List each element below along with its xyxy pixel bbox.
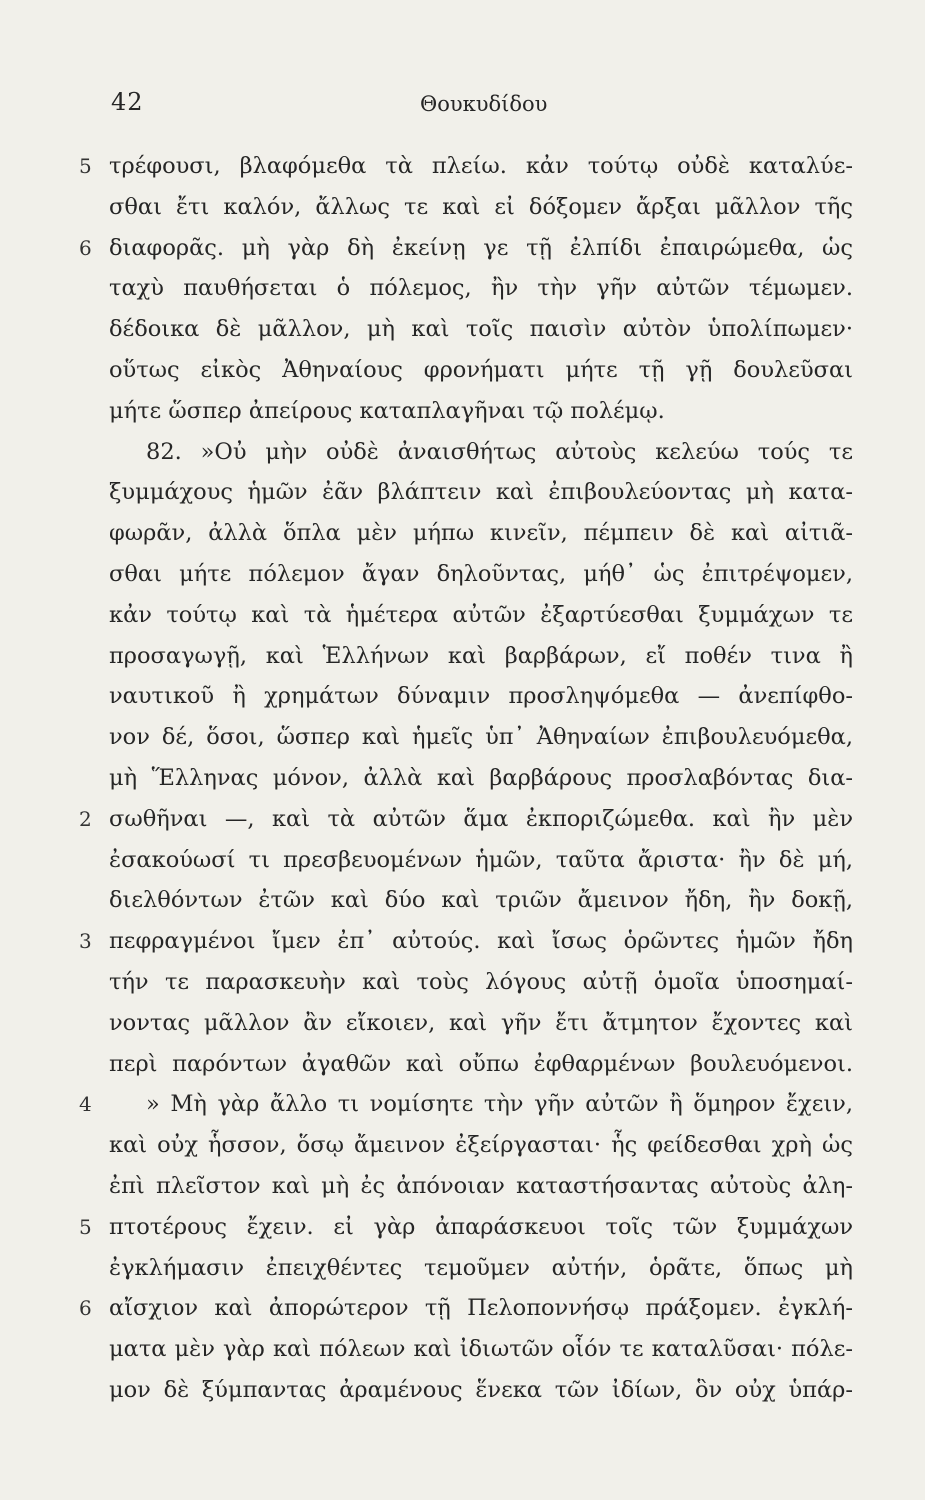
line-text: ναυτικοῦ ἢ χρημάτων δύναμιν προσληψόμεθα — ἀνεπίφθο- xyxy=(109,683,853,710)
line-text: σθαι ἔτι καλόν, ἄλλως τε καὶ εἰ δόξομεν ἄρξαι μᾶλλον τῆς xyxy=(109,193,853,220)
text-line xyxy=(0,1166,925,1207)
text-line xyxy=(0,432,925,473)
line-text: » Μὴ γὰρ ἄλλο τι νομίσητε τὴν γῆν αὐτῶν ἢ ὅμηρον ἔχειν, xyxy=(146,1091,853,1118)
line-text: ἐπὶ πλεῖστον καὶ μὴ ἐς ἀπόνοιαν καταστήσαντας αὐτοὺς ἀλη- xyxy=(109,1172,853,1199)
margin-section-number: 3 xyxy=(79,929,92,954)
page-header xyxy=(0,88,925,128)
margin-section-number: 2 xyxy=(79,806,92,831)
text-line xyxy=(0,350,925,391)
margin-section-number: 4 xyxy=(79,1092,92,1117)
text-line xyxy=(0,799,925,840)
text-line xyxy=(0,513,925,554)
text-line xyxy=(0,309,925,350)
text-line xyxy=(0,595,925,636)
line-text: πτοτέρους ἔχειν. εἰ γὰρ ἀπαράσκευοι τοῖς τῶν ξυμμάχων xyxy=(109,1213,853,1240)
text-line xyxy=(0,1207,925,1248)
text-line xyxy=(0,1084,925,1125)
text-line xyxy=(0,1248,925,1289)
text-line xyxy=(0,636,925,677)
line-text: οὕτως εἰκὸς Ἀθηναίους φρονήματι μήτε τῇ γῇ δουλεῦσαι xyxy=(109,356,853,383)
line-text: νον δέ, ὅσοι, ὥσπερ καὶ ἡμεῖς ὑπ᾽ Ἀθηναίων ἐπιβουλευόμεθα, xyxy=(109,724,853,751)
line-text: σθαι μήτε πόλεμον ἄγαν δηλοῦντας, μήθ᾽ ὡς ἐπιτρέψομεν, xyxy=(109,560,853,587)
running-title: Θουκυδίδου xyxy=(420,92,548,116)
line-text: πεφραγμένοι ἴμεν ἐπ᾽ αὐτούς. καὶ ἴσως ὁρῶντες ἡμῶν ἤδη xyxy=(109,928,853,955)
line-text: τρέφουσι, βλαφόμεθα τὰ πλείω. κἀν τούτῳ οὐδὲ καταλύε- xyxy=(109,153,853,179)
margin-section-number: 6 xyxy=(79,1296,92,1321)
text-line xyxy=(0,880,925,921)
text-line xyxy=(0,391,925,432)
text-line xyxy=(0,758,925,799)
text-line xyxy=(0,1125,925,1166)
text-body xyxy=(0,146,925,1411)
line-text: ξυμμάχους ἡμῶν ἐᾶν βλάπτειν καὶ ἐπιβουλεύοντας μὴ κατα- xyxy=(109,479,853,506)
line-text: μον δὲ ξύμπαντας ἀραμένους ἕνεκα τῶν ἰδίων, ὃν οὐχ ὑπάρ- xyxy=(109,1376,853,1403)
page-number: 42 xyxy=(111,88,144,116)
line-text: ματα μὲν γὰρ καὶ πόλεων καὶ ἰδιωτῶν οἷόν τε καταλῦσαι· πόλε- xyxy=(109,1336,853,1363)
line-text: ἐγκλήμασιν ἐπειχθέντες τεμοῦμεν αὐτήν, ὁρᾶτε, ὅπως μὴ xyxy=(109,1254,853,1281)
text-line xyxy=(0,1329,925,1370)
line-text: τήν τε παρασκευὴν καὶ τοὺς λόγους αὐτῇ ὁμοῖα ὑποσημαί- xyxy=(109,968,853,995)
text-line xyxy=(0,146,925,187)
margin-section-number: 6 xyxy=(79,235,92,260)
line-text: νοντας μᾶλλον ἂν εἴκοιεν, καὶ γῆν ἔτι ἄτμητον ἔχοντες καὶ xyxy=(109,1009,853,1036)
line-text: καὶ οὐχ ἧσσον, ὅσῳ ἄμεινον ἐξείργασται· ἧς φείδεσθαι χρὴ ὡς xyxy=(109,1132,853,1159)
line-text: αἴσχιον καὶ ἀπορώτερον τῇ Πελοποννήσῳ πράξομεν. ἐγκλή- xyxy=(109,1295,853,1322)
text-line xyxy=(0,962,925,1003)
line-text: διαφορᾶς. μὴ γὰρ δὴ ἐκείνῃ γε τῇ ἐλπίδι ἐπαιρώμεθα, ὡς xyxy=(109,234,853,261)
text-line xyxy=(0,268,925,309)
margin-section-number: 5 xyxy=(79,154,92,178)
line-text: διελθόντων ἐτῶν καὶ δύο καὶ τριῶν ἄμεινον ἤδη, ἢν δοκῇ, xyxy=(109,887,853,914)
text-line xyxy=(0,1003,925,1044)
text-line xyxy=(0,1044,925,1085)
line-text: μήτε ὥσπερ ἀπείρους καταπλαγῆναι τῷ πολέμῳ. xyxy=(109,397,665,424)
line-text: ταχὺ παυθήσεται ὁ πόλεμος, ἢν τὴν γῆν αὐτῶν τέμωμεν. xyxy=(109,275,853,302)
text-line xyxy=(0,472,925,513)
margin-section-number: 5 xyxy=(79,1214,92,1239)
text-line xyxy=(0,676,925,717)
line-text: κἀν τούτῳ καὶ τὰ ἡμέτερα αὐτῶν ἐξαρτύεσθαι ξυμμάχων τε xyxy=(109,601,853,628)
text-line xyxy=(0,717,925,758)
line-text: 82. »Οὐ μὴν οὐδὲ ἀναισθήτως αὐτοὺς κελεύω τούς τε xyxy=(146,438,853,465)
line-text: μὴ Ἕλληνας μόνον, ἀλλὰ καὶ βαρβάρους προσλαβόντας δια- xyxy=(109,764,853,791)
text-line xyxy=(0,187,925,228)
text-line xyxy=(0,921,925,962)
text-line xyxy=(0,228,925,269)
text-line xyxy=(0,840,925,881)
line-text: σωθῆναι —, καὶ τὰ αὐτῶν ἅμα ἐκποριζώμεθα. καὶ ἢν μὲν xyxy=(109,805,853,832)
text-line xyxy=(0,1288,925,1329)
text-line xyxy=(0,554,925,595)
line-text: ἐσακούωσί τι πρεσβευομένων ἡμῶν, ταῦτα ἄριστα· ἢν δὲ μή, xyxy=(109,846,853,873)
line-text: δέδοικα δὲ μᾶλλον, μὴ καὶ τοῖς παισὶν αὐτὸν ὑπολίπωμεν· xyxy=(109,316,853,343)
line-text: φωρᾶν, ἀλλὰ ὅπλα μὲν μήπω κινεῖν, πέμπειν δὲ καὶ αἰτιᾶ- xyxy=(109,520,853,547)
line-text: περὶ παρόντων ἀγαθῶν καὶ οὔπω ἐφθαρμένων βουλευόμενοι. xyxy=(109,1050,853,1077)
line-text: προσαγωγῇ, καὶ Ἑλλήνων καὶ βαρβάρων, εἴ ποθέν τινα ἢ xyxy=(109,642,853,669)
text-line xyxy=(0,1370,925,1411)
